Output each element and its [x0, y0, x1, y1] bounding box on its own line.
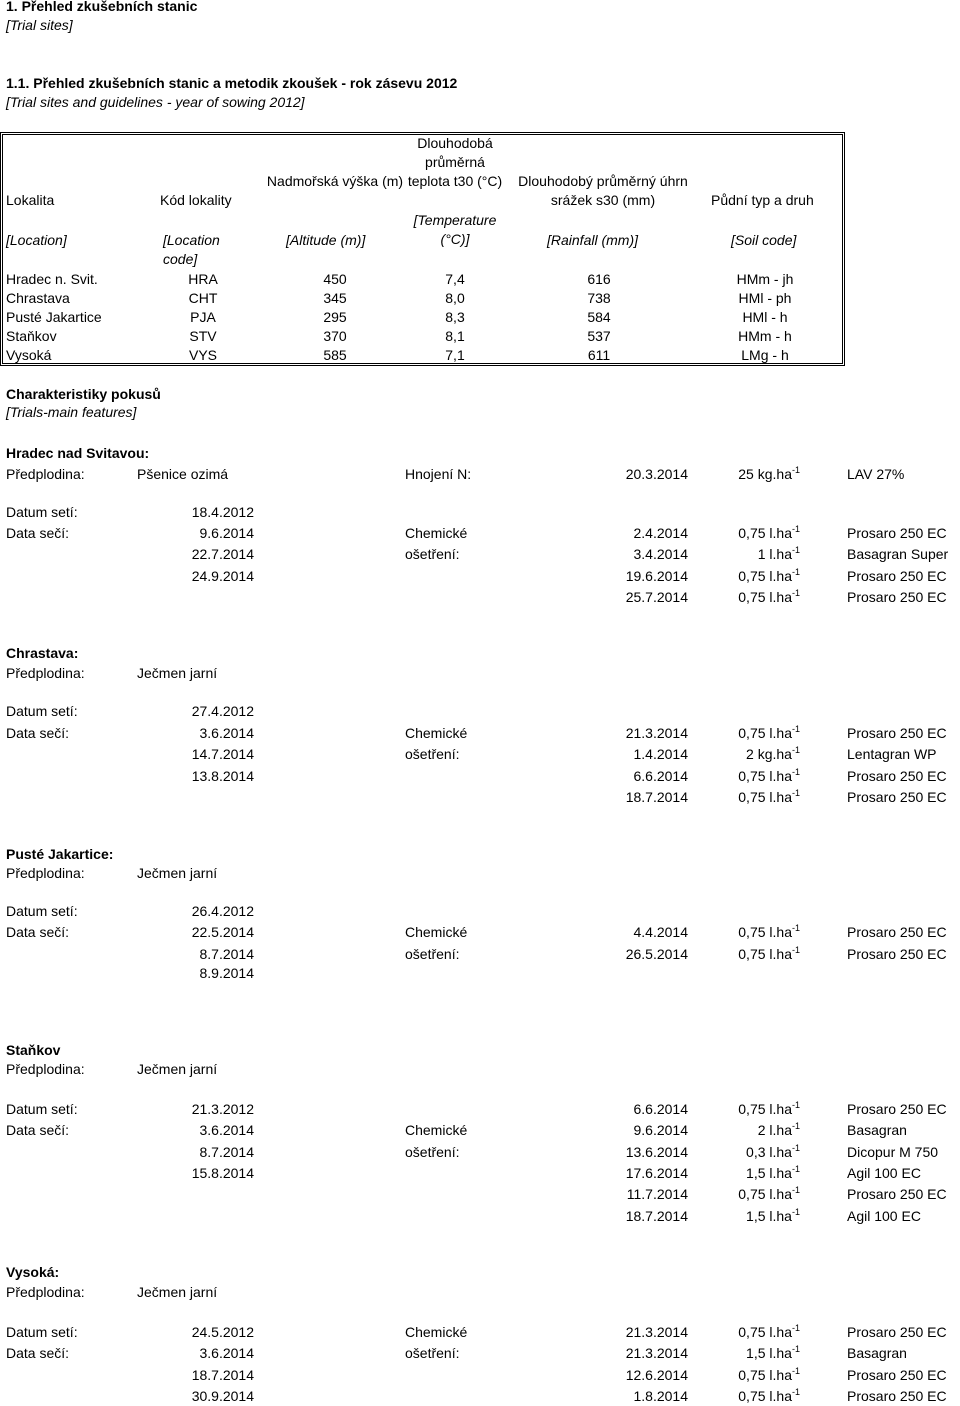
osetreni-label: ošetření:	[405, 546, 460, 562]
section-title-en: [Trial sites and guidelines - year of sowing 2012]	[6, 94, 305, 110]
treatment-dose: 0,75 $l.ha^{-1}$	[738, 923, 800, 940]
header-soil-en: [Soil code]	[731, 232, 797, 248]
header-soil: Půdní typ a druh	[711, 192, 814, 208]
treatment-product: Lentagran WP	[847, 746, 937, 762]
treatment-product: Prosaro 250 EC	[847, 946, 947, 962]
treatment-dose: 0,75 $l.ha^{-1}$	[738, 724, 800, 741]
header-rainfall-en: [Rainfall (mm)]	[547, 232, 639, 248]
treatment-date: 18.7.2014	[625, 789, 688, 805]
cut-date: 3.6.2014	[199, 1345, 254, 1361]
chapter-title: 1. Přehled zkušebních stanic	[6, 0, 198, 14]
treatment-dose: 2 $l.ha^{-1}$	[757, 1121, 800, 1138]
cut-date: 22.7.2014	[191, 546, 254, 562]
treatment-product: Prosaro 250 EC	[847, 789, 947, 805]
treatment-dose: 0,3 $l.ha^{-1}$	[746, 1143, 800, 1160]
site-name: Staňkov	[6, 1042, 61, 1058]
treatment-product: Prosaro 250 EC	[847, 1101, 947, 1117]
cell-location: Vysoká	[6, 347, 52, 363]
cell-rainfall: 537	[587, 328, 611, 344]
site-name: Chrastava:	[6, 645, 79, 661]
osetreni-label: ošetření:	[405, 746, 460, 762]
header-rainfall: Dlouhodobý průměrný úhrn srážek s30 (mm)	[518, 173, 688, 208]
cut-date: 8.9.2014	[199, 965, 254, 981]
treatment-product: Prosaro 250 EC	[847, 1367, 947, 1383]
cell-altitude: 370	[323, 328, 347, 344]
treatment-product: Agil 100 EC	[847, 1165, 921, 1181]
predplodina-label: Předplodina:	[6, 1284, 85, 1300]
treatment-product: Basagran Super	[847, 546, 949, 562]
treatment-date: 26.5.2014	[625, 946, 688, 962]
header-location-en: [Location]	[6, 232, 67, 248]
fert-date: 20.3.2014	[625, 466, 688, 482]
chemicke-label: Chemické	[405, 1122, 468, 1138]
treatment-dose: 0,75 $l.ha^{-1}$	[738, 524, 800, 541]
treatment-dose: 0,75 $l.ha^{-1}$	[738, 1323, 800, 1340]
osetreni-label: ošetření:	[405, 1345, 460, 1361]
treatment-product: Prosaro 250 EC	[847, 589, 947, 605]
predplodina-value: Ječmen jarní	[137, 1284, 218, 1300]
treatment-product: Prosaro 250 EC	[847, 1324, 947, 1340]
treatment-dose: 0,75 $l.ha^{-1}$	[738, 588, 800, 605]
treatment-product: Prosaro 250 EC	[847, 568, 947, 584]
fert-name: LAV 27%	[847, 466, 905, 482]
chapter-title-en: [Trial sites]	[6, 17, 73, 33]
cell-code: PJA	[190, 309, 216, 325]
cut-date: 24.9.2014	[191, 568, 254, 584]
treatment-dose: 0,75 $l.ha^{-1}$	[738, 1185, 800, 1202]
treatment-dose: 0,75 $l.ha^{-1}$	[738, 788, 800, 805]
cell-altitude: 295	[323, 309, 347, 325]
datum-seti-value: 21.3.2012	[191, 1101, 254, 1117]
treatment-date: 19.6.2014	[625, 568, 688, 584]
treatment-product: Agil 100 EC	[847, 1208, 921, 1224]
cell-temperature: 8,0	[445, 290, 465, 306]
cell-temperature: 7,1	[445, 347, 465, 363]
datum-seti-label: Datum setí:	[6, 1324, 78, 1340]
cut-date: 3.6.2014	[199, 725, 254, 741]
treatment-date: 2.4.2014	[633, 525, 688, 541]
cell-soil: HMl - h	[742, 309, 788, 325]
chemicke-label: Chemické	[405, 1324, 468, 1340]
cell-location: Staňkov	[6, 328, 57, 344]
datum-seti-value: 26.4.2012	[191, 903, 254, 919]
osetreni-label: ošetření:	[405, 946, 460, 962]
header-location: Lokalita	[6, 192, 55, 208]
treatment-date: 1.8.2014	[633, 1388, 688, 1404]
cell-altitude: 345	[323, 290, 347, 306]
header-code-en: [Location code]	[163, 232, 220, 267]
cut-date: 13.8.2014	[191, 768, 254, 784]
datum-seti-label: Datum setí:	[6, 1101, 78, 1117]
treatment-date: 17.6.2014	[625, 1165, 688, 1181]
chemicke-label: Chemické	[405, 924, 468, 940]
data-seci-label: Data sečí:	[6, 725, 70, 741]
datum-seti-label: Datum setí:	[6, 703, 78, 719]
treatment-date: 13.6.2014	[625, 1144, 688, 1160]
predplodina-value: Ječmen jarní	[137, 865, 218, 881]
datum-seti-value: 24.5.2012	[191, 1324, 254, 1340]
site-name: Vysoká:	[6, 1264, 60, 1280]
cell-code: STV	[189, 328, 217, 344]
data-seci-label: Data sečí:	[6, 525, 70, 541]
treatment-date: 4.4.2014	[633, 924, 688, 940]
treatment-date: 12.6.2014	[625, 1367, 688, 1383]
treatment-date: 1.4.2014	[633, 746, 688, 762]
treatment-dose: 0,75 $l.ha^{-1}$	[738, 1366, 800, 1383]
header-altitude-en: [Altitude (m)]	[286, 232, 366, 248]
cell-code: CHT	[188, 290, 218, 306]
treatment-dose: 0,75 $l.ha^{-1}$	[738, 567, 800, 584]
cut-date: 9.6.2014	[199, 525, 254, 541]
cut-date: 3.6.2014	[199, 1122, 254, 1138]
cell-soil: HMm - h	[738, 328, 792, 344]
cell-soil: LMg - h	[741, 347, 789, 363]
cell-location: Pusté Jakartice	[6, 309, 102, 325]
data-seci-label: Data sečí:	[6, 1122, 70, 1138]
trial-sites-table	[0, 132, 845, 366]
treatment-dose: 0,75 $l.ha^{-1}$	[738, 945, 800, 962]
treatment-product: Prosaro 250 EC	[847, 924, 947, 940]
cell-temperature: 8,3	[445, 309, 465, 325]
treatment-date: 11.7.2014	[626, 1186, 688, 1202]
cell-rainfall: 611	[587, 347, 611, 363]
cell-soil: HMm - jh	[736, 271, 794, 287]
treatment-dose: 0,75 $l.ha^{-1}$	[738, 1387, 800, 1404]
data-seci-label: Data sečí:	[6, 924, 70, 940]
data-seci-label: Data sečí:	[6, 1345, 70, 1361]
treatment-dose: 0,75 $l.ha^{-1}$	[738, 1100, 800, 1117]
cell-rainfall: 584	[587, 309, 611, 325]
treatment-dose: 1,5 $l.ha^{-1}$	[746, 1207, 800, 1224]
treatment-dose: 1 $l.ha^{-1}$	[757, 545, 800, 562]
treatment-date: 18.7.2014	[625, 1208, 688, 1224]
cell-temperature: 7,4	[445, 271, 465, 287]
cut-date: 30.9.2014	[191, 1388, 254, 1404]
features-title-en: [Trials-main features]	[6, 404, 137, 420]
cut-date: 14.7.2014	[191, 746, 254, 762]
fert-dose: 25 $kg.ha^{-1}$	[738, 465, 800, 482]
cell-temperature: 8,1	[445, 328, 465, 344]
features-title: Charakteristiky pokusů	[6, 386, 161, 402]
cut-date: 8.7.2014	[199, 1144, 254, 1160]
cell-code: HRA	[188, 271, 218, 287]
treatment-date: 21.3.2014	[625, 725, 688, 741]
cell-location: Chrastava	[6, 290, 70, 306]
treatment-date: 6.6.2014	[633, 1101, 688, 1117]
header-temperature-en: [Temperature (°C)]	[413, 212, 497, 247]
treatment-date: 6.6.2014	[633, 768, 688, 784]
site-name: Pusté Jakartice:	[6, 846, 114, 862]
cell-rainfall: 738	[587, 290, 611, 306]
section-title: 1.1. Přehled zkušebních stanic a metodik zkoušek - rok zásevu 2012	[6, 75, 458, 91]
treatment-dose: 1,5 $l.ha^{-1}$	[746, 1344, 800, 1361]
cell-soil: HMl - ph	[738, 290, 792, 306]
cut-date: 18.7.2014	[191, 1367, 254, 1383]
predplodina-value: Pšenice ozimá	[137, 466, 229, 482]
treatment-product: Prosaro 250 EC	[847, 725, 947, 741]
cut-date: 8.7.2014	[199, 946, 254, 962]
chemicke-label: Chemické	[405, 525, 468, 541]
predplodina-label: Předplodina:	[6, 865, 85, 881]
treatment-product: Prosaro 250 EC	[847, 1388, 947, 1404]
treatment-product: Dicopur M 750	[847, 1144, 939, 1160]
predplodina-label: Předplodina:	[6, 665, 85, 681]
treatment-dose: 0,75 $l.ha^{-1}$	[738, 767, 800, 784]
cut-date: 15.8.2014	[191, 1165, 254, 1181]
treatment-product: Prosaro 250 EC	[847, 525, 947, 541]
treatment-date: 21.3.2014	[625, 1324, 688, 1340]
cell-code: VYS	[188, 347, 217, 363]
datum-seti-label: Datum setí:	[6, 903, 78, 919]
predplodina-label: Předplodina:	[6, 466, 85, 482]
cell-altitude: 585	[323, 347, 347, 363]
datum-seti-value: 27.4.2012	[191, 703, 254, 719]
datum-seti-value: 18.4.2012	[191, 504, 254, 520]
treatment-dose: 2 $kg.ha^{-1}$	[746, 745, 800, 762]
chemicke-label: Chemické	[405, 725, 468, 741]
treatment-product: Basagran	[847, 1122, 907, 1138]
header-altitude: Nadmořská výška (m)	[266, 173, 404, 189]
treatment-date: 25.7.2014	[625, 589, 688, 605]
predplodina-value: Ječmen jarní	[137, 1061, 218, 1077]
header-temperature: Dlouhodobá průměrná teplota t30 (°C)	[407, 135, 503, 189]
header-code: Kód lokality	[160, 192, 232, 208]
predplodina-value: Ječmen jarní	[137, 665, 218, 681]
treatment-date: 21.3.2014	[625, 1345, 688, 1361]
cell-rainfall: 616	[587, 271, 611, 287]
datum-seti-label: Datum setí:	[6, 504, 78, 520]
cell-altitude: 450	[323, 271, 347, 287]
hnojeni-label: Hnojení N:	[405, 466, 472, 482]
cut-date: 22.5.2014	[191, 924, 254, 940]
predplodina-label: Předplodina:	[6, 1061, 85, 1077]
treatment-product: Basagran	[847, 1345, 907, 1361]
osetreni-label: ošetření:	[405, 1144, 460, 1160]
cell-location: Hradec n. Svit.	[6, 271, 98, 287]
treatment-date: 3.4.2014	[633, 546, 688, 562]
treatment-date: 9.6.2014	[633, 1122, 688, 1138]
treatment-product: Prosaro 250 EC	[847, 768, 947, 784]
site-name: Hradec nad Svitavou:	[6, 445, 150, 461]
treatment-dose: 1,5 $l.ha^{-1}$	[746, 1164, 800, 1181]
treatment-product: Prosaro 250 EC	[847, 1186, 947, 1202]
